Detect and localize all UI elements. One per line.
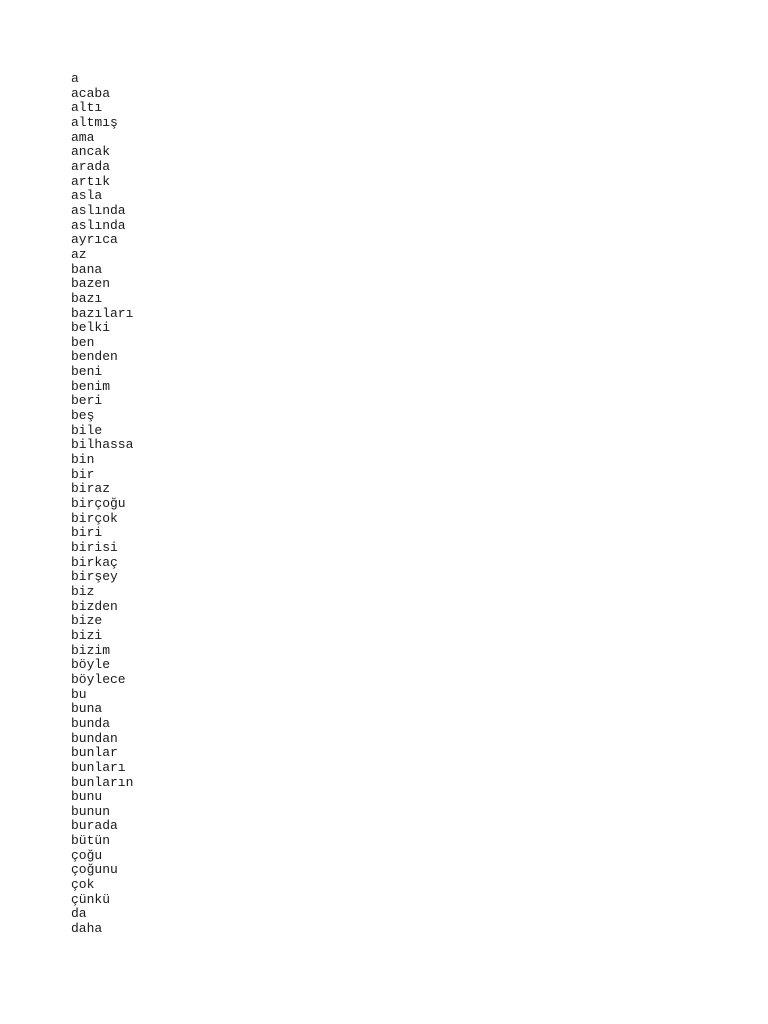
word-list [71,72,133,937]
word-item: birçok [71,510,118,526]
word-item: ayrıca [71,232,118,248]
word-item: bunlar [71,745,118,761]
word-item: da [71,906,87,922]
word-item: burada [71,818,118,834]
word-item: bizim [71,642,111,658]
word-item: bile [71,422,103,438]
word-item: çok [71,877,95,893]
word-item: bazı [71,290,103,306]
word-item: çünkü [71,891,111,907]
word-item: bazen [71,276,111,292]
word-item: aslında [71,217,126,233]
word-item: biri [71,525,103,541]
word-item: benim [71,378,111,394]
word-item: bundan [71,730,118,746]
word-item: ancak [71,144,111,160]
word-item: bütün [71,833,111,849]
word-item: bunları [71,759,126,775]
word-item: böyle [71,657,111,673]
word-item: birkaç [71,554,118,570]
word-item: birşey [71,569,118,585]
word-item: bir [71,466,95,482]
word-item: çoğu [71,847,103,863]
word-item: bunun [71,803,111,819]
word-item: bize [71,613,103,629]
word-item: beni [71,364,103,380]
word-item: birisi [71,540,118,555]
word-item: arada [71,158,111,174]
word-item: ama [71,129,95,145]
word-item: bazıları [71,305,134,321]
word-item: bizi [71,627,103,643]
word-item: bizden [71,598,118,614]
word-item: acaba [71,85,111,101]
word-item: beş [71,408,95,424]
word-item: asla [71,188,103,204]
word-item: buna [71,701,103,717]
word-item: benden [71,349,118,365]
word-item: bunda [71,715,111,731]
word-item: biz [71,583,95,599]
word-item: bunların [71,774,134,790]
word-item: bana [71,261,103,277]
word-item: a [71,71,79,86]
word-item: aslında [71,202,126,218]
word-item: altmış [71,114,118,130]
word-item: böylece [71,671,126,687]
word-item: bunu [71,789,103,805]
word-item: altı [71,100,103,116]
word-item: artık [71,173,111,189]
word-item: bin [71,452,95,468]
word-item: bu [71,686,87,702]
word-item: bilhassa [71,437,134,453]
word-item: biraz [71,481,111,497]
word-item: daha [71,921,103,937]
word-item: çoğunu [71,862,118,878]
word-item: ben [71,334,95,350]
word-item: az [71,246,87,262]
word-item: birçoğu [71,496,126,512]
word-item: belki [71,320,111,336]
word-item: beri [71,393,103,409]
